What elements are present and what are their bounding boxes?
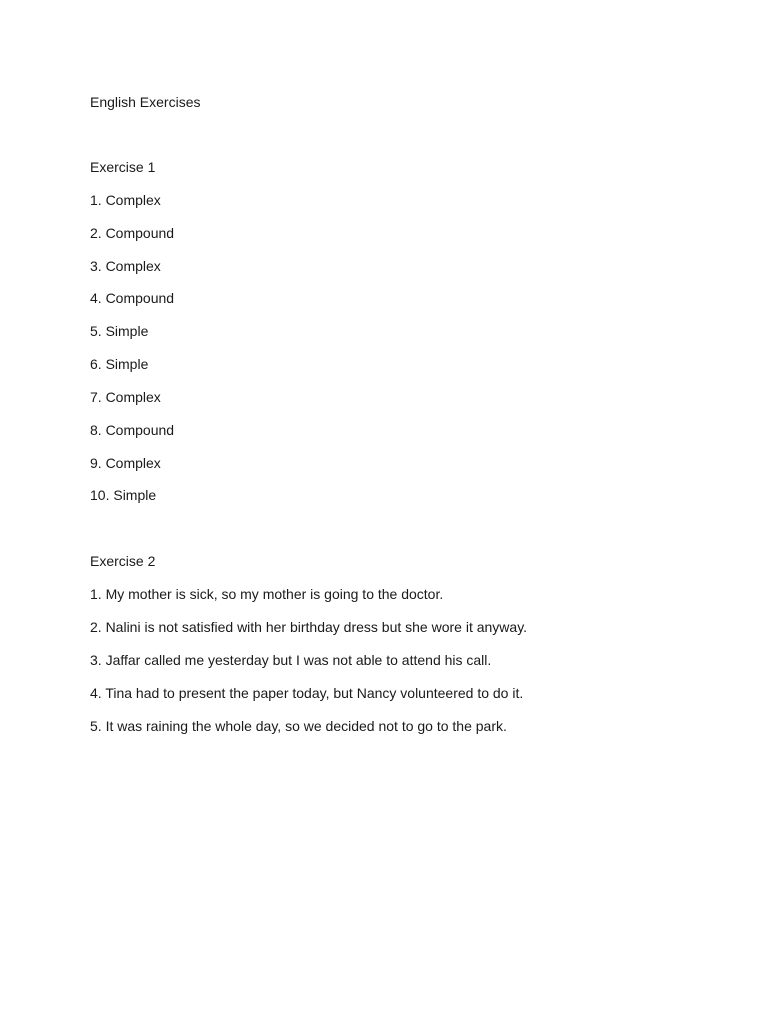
exercise-1-item: 9. Complex <box>90 455 161 471</box>
exercise-1-item: 4. Compound <box>90 290 175 306</box>
exercise-1-item: 7. Complex <box>90 389 161 405</box>
exercise-1-item: 8. Compound <box>90 422 175 438</box>
exercise-1-heading: Exercise 1 <box>90 159 156 175</box>
document-title: English Exercises <box>90 94 201 110</box>
exercise-2-item: 3. Jaffar called me yesterday but I was not able to attend his call. <box>90 652 492 668</box>
exercise-1-item: 10. Simple <box>90 487 157 503</box>
exercise-1-item: 2. Compound <box>90 225 175 241</box>
exercise-1-item: 1. Complex <box>90 192 161 208</box>
exercise-2-item: 1. My mother is sick, so my mother is going to the doctor. <box>90 586 444 602</box>
exercise-1-item: 5. Simple <box>90 323 149 339</box>
exercise-1-item: 3. Complex <box>90 258 161 274</box>
exercise-2-item: 5. It was raining the whole day, so we decided not to go to the park. <box>90 718 507 734</box>
exercise-2-item: 4. Tina had to present the paper today, but Nancy volunteered to do it. <box>90 685 524 701</box>
exercise-2-item: 2. Nalini is not satisfied with her birthday dress but she wore it anyway. <box>90 619 528 635</box>
exercise-2-heading: Exercise 2 <box>90 553 156 569</box>
exercise-1-item: 6. Simple <box>90 356 149 372</box>
